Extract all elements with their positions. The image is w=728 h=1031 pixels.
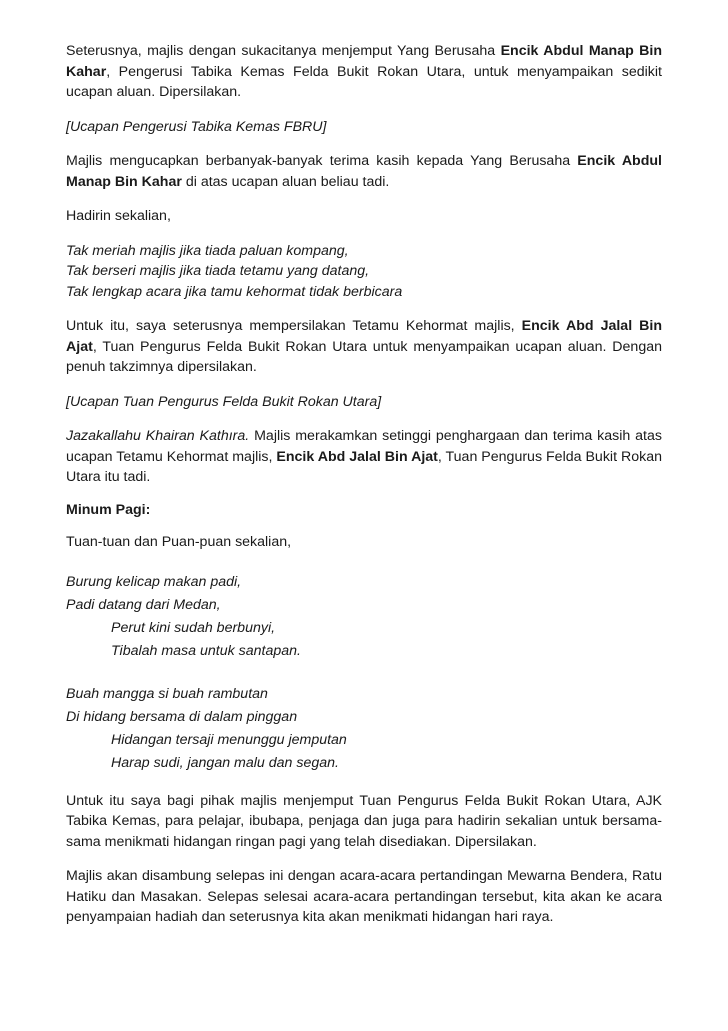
stage-note-chairman-speech: [Ucapan Pengerusi Tabika Kemas FBRU] [66, 118, 327, 135]
pantun-line: Tak lengkap acara jika tamu kehormat tidak berbicara [66, 283, 403, 300]
greeting-audience: Hadirin sekalian, [66, 208, 171, 224]
text: , Pengerusi Tabika Kemas Felda Bukit Rokan Utara, untuk menyampaikan sedikit ucapan aluan. Dipersilakan. [66, 63, 662, 100]
name-chairman: Encik Abdul Manap Bin Kahar [66, 43, 662, 80]
text: di atas ucapan aluan beliau tadi. [181, 173, 390, 190]
pantun-line: Tak meriah majlis jika tiada paluan kompang, [66, 242, 349, 259]
document-page [66, 41, 662, 942]
text: Untuk itu, saya seterusnya mempersilakan Tetamu Kehormat majlis, [66, 318, 522, 334]
text: Majlis mengucapkan berbanyak-banyak terima kasih kepada Yang Berusaha [66, 153, 578, 169]
pantun-line: Hidangan tersaji menunggu jemputan [111, 731, 347, 748]
name-manager: Encik Abd Jalal Bin Ajat [276, 448, 438, 465]
paragraph-program-continuation: Majlis akan disambung selepas ini dengan acara-acara pertandingan Mewarna Bendera, Ratu Hatiku dan Masakan. Selepas selesai acara-acara pertandingan tersebut, kita akan ke acara penyampaian hadiah dan seterusnya kita akan menikmati hidangan hari raya. [66, 868, 662, 925]
text: Seterusnya, majlis dengan sukacitanya menjemput Yang Berusaha [66, 43, 501, 59]
pantun-burung-kelicap [66, 571, 662, 663]
pantun-line: Tibalah masa untuk santapan. [111, 642, 301, 659]
text: , Tuan Pengurus Felda Bukit Rokan Utara untuk menyampaikan ucapan aluan. Dengan penuh takzimnya dipersilakan. [66, 338, 662, 375]
pantun-line: Buah mangga si buah rambutan [66, 685, 268, 702]
greeting-ladies-gentlemen: Tuan-tuan dan Puan-puan sekalian, [66, 534, 292, 550]
section-heading-minum-pagi: Minum Pagi: [66, 501, 151, 518]
paragraph-invitation-refreshments: Untuk itu saya bagi pihak majlis menjemput Tuan Pengurus Felda Bukit Rokan Utara, AJK Tabika Kemas, para pelajar, ibubapa, penjaga dan juga para hadirin sekalian untuk bersama-sama menikmati hidangan ringan pagi yang telah disediakan. Dipersilakan. [66, 792, 662, 850]
text: , Tuan Pengurus Felda Bukit Rokan Utara itu tadi. [66, 448, 662, 485]
paragraph-invitation-manager [66, 316, 662, 378]
name-chairman: Encik Abdul Manap Bin Kahar [66, 153, 662, 190]
paragraph-thanks-chairman [66, 151, 662, 192]
pantun-buah-mangga [66, 683, 662, 775]
stage-note-manager-speech: [Ucapan Tuan Pengurus Felda Bukit Rokan Utara] [66, 393, 382, 410]
paragraph-invitation-chairman [66, 41, 662, 103]
pantun-line: Tak berseri majlis jika tiada tetamu yang datang, [66, 263, 370, 279]
name-manager: Encik Abd Jalal Bin Ajat [66, 318, 663, 355]
arabic-phrase: Jazakallahu Khairan Kathıra. [66, 428, 250, 444]
pantun-line: Harap sudi, jangan malu dan segan. [111, 754, 339, 771]
pantun-line: Padi datang dari Medan, [66, 596, 221, 613]
pantun-line: Di hidang bersama di dalam pinggan [66, 708, 298, 725]
pantun-welcome [66, 241, 662, 303]
text: Majlis merakamkan setinggi penghargaan dan terima kasih atas ucapan Tetamu Kehormat majlis, [66, 428, 662, 465]
pantun-line: Perut kini sudah berbunyi, [111, 619, 276, 636]
paragraph-thanks-manager [66, 426, 662, 488]
pantun-line: Burung kelicap makan padi, [66, 573, 242, 590]
